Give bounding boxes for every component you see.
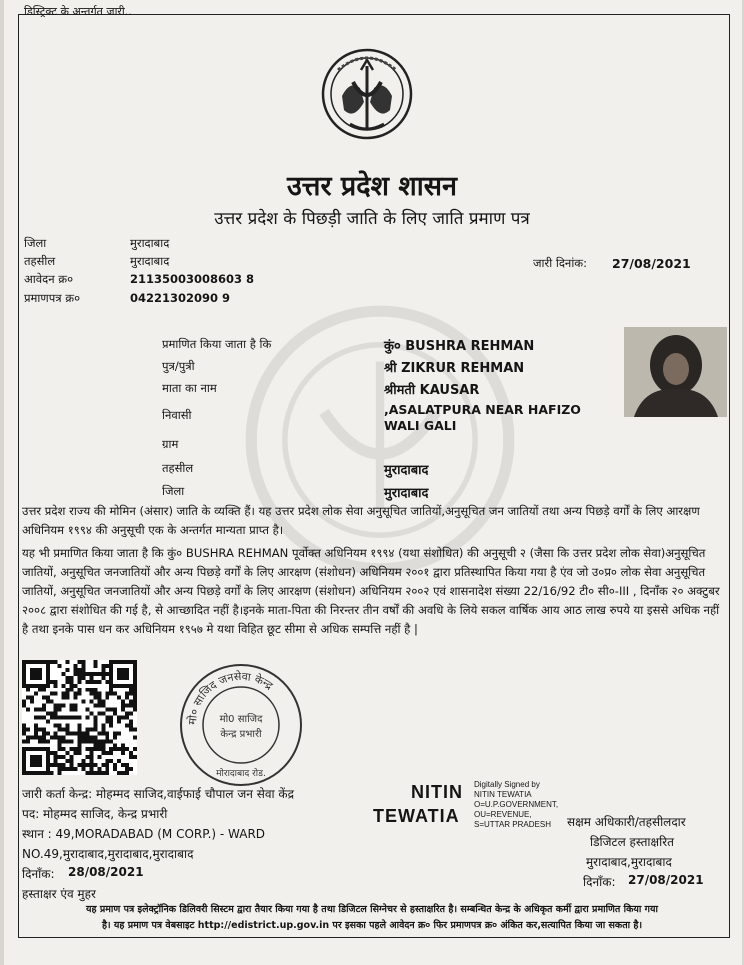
application-number: 21135003008603 8 — [130, 272, 255, 286]
applicant-photo — [624, 327, 727, 417]
signer-name-line2: TEWATIA — [373, 806, 460, 826]
tehsil-value: मुरादाबाद — [130, 254, 170, 268]
page-subtitle: उत्तर प्रदेश के पिछड़ी जाति के लिए जाति प्रमाण पत्र — [214, 209, 530, 229]
mother-label: माता का नाम — [162, 381, 217, 395]
footer-line2: है। यह प्रमाण पत्र वेबसाइट http://edistrict.up.gov.in पर इसका पहले आवेदन क्र० फिर प्रमाणपत्र क्र० अंकित कर,सत्यापित किया जा सकता है। — [101, 920, 643, 931]
issue-date-value: 27/08/2021 — [612, 256, 691, 271]
issuing-center: जारी कर्ता केन्द्र: मोहम्मद साजिद,वाईफाई चौपाल जन सेवा केंद्र — [22, 787, 295, 801]
issue-date-label: जारी दिनांक: — [533, 256, 588, 270]
certificate-label: प्रमाणपत्र क्र० — [24, 291, 81, 305]
issuer-place-line2: NO.49,मुरादाबाद,मुरादाबाद,मुरादाबाद — [22, 847, 194, 861]
page-title: उत्तर प्रदेश शासन — [287, 171, 457, 202]
person-district-label: जिला — [162, 484, 185, 498]
child-label: पुत्र/पुत्री — [162, 359, 195, 373]
father-name: श्री ZIKRUR REHMAN — [384, 361, 525, 376]
stamp-center-line2: केन्द्र प्रभारी — [220, 729, 262, 740]
sign-seal-label: हस्ताक्षर एंव मुहर — [22, 887, 96, 901]
tehsil-label: तहसील — [24, 254, 56, 268]
authority-title: सक्षम अधिकारी/तहसीलदार — [567, 815, 686, 829]
issuer-place-line1: स्थान : 49,MORADABAD (M CORP.) - WARD — [22, 827, 266, 841]
person-tehsil-value: मुरादाबाद — [384, 463, 429, 478]
certificate-number: 04221302090 9 — [130, 291, 231, 305]
stamp-ring-text: मो० साजिद जनसेवा केन्द्र — [185, 669, 276, 726]
mother-name: श्रीमती KAUSAR — [384, 383, 480, 398]
authority-digital: डिजिटल हस्ताक्षरित — [590, 835, 674, 849]
issuer-date-value: 28/08/2021 — [68, 865, 144, 879]
person-tehsil-label: तहसील — [162, 461, 194, 475]
authority-place: मुरादाबाद,मुरादाबाद — [586, 855, 672, 869]
caste-paragraph: उत्तर प्रदेश राज्य की मोमिन (अंसार) जाति के व्यक्ति हैं। यह उत्तर प्रदेश लोक सेवा अनुसूचित जातियों,अनुसूचित जन जातियों तथा अन्य पिछड़े वर्गों के लिए आरक्षण अधिनियम १९९४ की अनुसूची एक के अन्तर्गत मान्यता प्राप्त है। — [22, 504, 700, 537]
certified-name: कुं० BUSHRA REHMAN — [384, 339, 535, 354]
district-label: जिला — [24, 236, 47, 250]
center-seal-stamp — [176, 660, 306, 790]
stamp-bottom-text: मोरादाबाद रोड. — [216, 769, 266, 779]
header-note: डिस्ट्रिक्ट के अन्तर्गत जारी.. — [24, 5, 132, 18]
application-label: आवेदन क्र० — [24, 272, 74, 286]
up-emblem-icon — [320, 40, 414, 150]
digital-sign-line1: Digitally Signed by — [474, 780, 540, 789]
district-value: मुरादाबाद — [130, 236, 170, 250]
digital-sign-line2: NITIN TEWATIA — [474, 790, 532, 799]
resident-label: निवासी — [162, 408, 192, 422]
village-label: ग्राम — [162, 437, 179, 451]
authority-date-value: 27/08/2021 — [628, 873, 704, 887]
person-icon — [624, 327, 727, 417]
certification-paragraph: यह भी प्रमाणित किया जाता है कि कुं० BUSHRA REHMAN पूर्वोक्त अधिनियम १९९४ (यथा संशोधित) की अनुसूची २ (जैसा कि उत्तर प्रदेश लोक सेवा)अनुसूचित जातियों, अनुसूचित जनजातियों और अन्य पिछड़े वर्गों के लिए आरक्षण (संशोधन) अधिनियम २००१ द्वारा प्रतिस्थापित किया गया है एंव जो उ०प्र० लोक सेवा अनुसूचित जातियों, अनुसूचित जनजातियों और अन्य पिछड़े वर्गों के लिए आरक्षण (संशोधन) अधिनियम २००२ एवं शासनादेश संख्या 22/16/92 टी० सी०-III , दिनाँक २० अक्टुबर २००८ द्वारा संशोधित की गई है, से आच्छादित नहीं है।इनके माता-पिता की निरन्तर तीन वर्षों की अवधि के लिये सकल वार्षिक आय आठ लाख रुपये या इससे अधिक नहीं है तथा इनके पास धन कर अधिनियम १९५७ मे यथा विहित छूट सीमा से अधिक सम्पत्ति नहीं है | — [22, 546, 720, 636]
issuer-date-label: दिनाँक: — [22, 867, 55, 881]
digital-sign-line5: S=UTTAR PRADESH — [474, 820, 551, 829]
signer-name-line1: NITIN — [411, 782, 463, 802]
stamp-center-line1: मो0 साजिद — [219, 714, 263, 725]
authority-date-label: दिनाँक: — [583, 875, 616, 889]
resident-address-line2: WALI GALI — [384, 418, 457, 433]
resident-address-line1: ,ASALATPURA NEAR HAFIZO — [384, 402, 581, 417]
issuer-post: पद: मोहम्मद साजिद, केन्द्र प्रभारी — [22, 807, 168, 821]
person-district-value: मुरादाबाद — [384, 486, 429, 501]
digital-sign-line4: OU=REVENUE, — [474, 810, 532, 819]
digital-sign-line3: O=U.P.GOVERNMENT, — [474, 800, 559, 809]
qr-code — [22, 660, 137, 775]
footer-line1: यह प्रमाण पत्र इलेक्ट्रॉनिक डिलिवरी सिस्टम द्वारा तैयार किया गया है तथा डिजिटल सिग्नेचर से हस्ताक्षरित है। सम्बन्धित केन्द्र के अधिकृत कर्मी द्वारा प्रमाणित किया गया — [85, 904, 658, 915]
certified-label: प्रमाणित किया जाता है कि — [162, 337, 272, 351]
